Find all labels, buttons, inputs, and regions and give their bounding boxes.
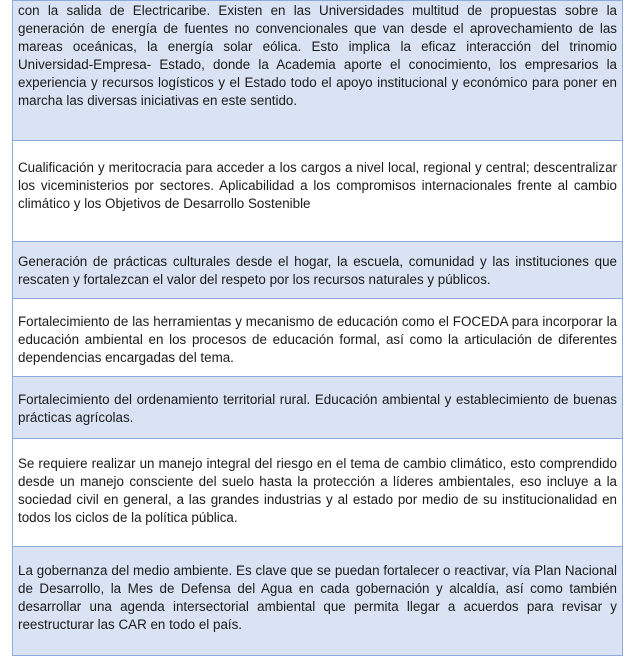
cell-text: Cualificación y meritocracia para acceder a los cargos a nivel local, regional y central; descentralizar los viceministerios por sectores. Aplicabilidad a los compromisos internacionales frente al cambio climático y los Objetivos de Desarrollo Sostenible (18, 160, 617, 211)
table-cell (13, 299, 623, 377)
cell-text: Fortalecimiento del ordenamiento territorial rural. Educación ambiental y establecimiento de buenas prácticas agrícolas. (18, 392, 617, 425)
table-cell (13, 439, 623, 547)
cell-text: Se requiere realizar un manejo integral del riesgo en el tema de cambio climático, esto comprendido desde un manejo consciente del suelo hasta la protección a líderes ambientales, eso incluye a la sociedad civil en general, a las grandes industrias y al estado por medio de su institucionalidad en todos los ciclos de la política pública. (18, 456, 617, 525)
table-cell (13, 1, 623, 141)
table-row (13, 377, 623, 439)
table-row (13, 1, 623, 141)
table-row (13, 547, 623, 656)
table-cell (13, 141, 623, 242)
table-row (13, 299, 623, 377)
table-row (13, 242, 623, 299)
table-cell (13, 242, 623, 299)
cell-text: con la salida de Electricaribe. Existen en las Universidades multitud de propuestas sobre la generación de energía de fuentes no convencionales que van desde el aprovechamiento de las mareas oceánicas, la energía solar eólica. Esto implica la eficaz interacción del trinomio Universidad-Empresa- Estado, donde la Academia aporte el conocimiento, los empresarios la experiencia y recursos logísticos y el Estado todo el apoyo institucional y económico para poner en marcha las diversas iniciativas en este sentido. (18, 3, 617, 108)
table-cell (13, 547, 623, 656)
cell-text: Fortalecimiento de las herramientas y mecanismo de educación como el FOCEDA para incorporar la educación ambiental en los procesos de educación formal, así como la articulación de diferentes dependencias encargadas del tema. (18, 314, 617, 365)
table-row (13, 439, 623, 547)
table-cell (13, 377, 623, 439)
cell-text: Generación de prácticas culturales desde el hogar, la escuela, comunidad y las instituciones que rescaten y fortalezcan el valor del respeto por los recursos naturales y públicos. (18, 254, 617, 287)
table-row (13, 141, 623, 242)
proposals-table (12, 0, 623, 656)
cell-text: La gobernanza del medio ambiente. Es clave que se puedan fortalecer o reactivar, vía Plan Nacional de Desarrollo, la Mes de Defensa del Agua en cada gobernación y alcaldía, así como también desarrollar una agenda intersectorial ambiental que permita llegar a acuerdos para revisar y reestructurar las CAR en todo el país. (18, 563, 617, 632)
